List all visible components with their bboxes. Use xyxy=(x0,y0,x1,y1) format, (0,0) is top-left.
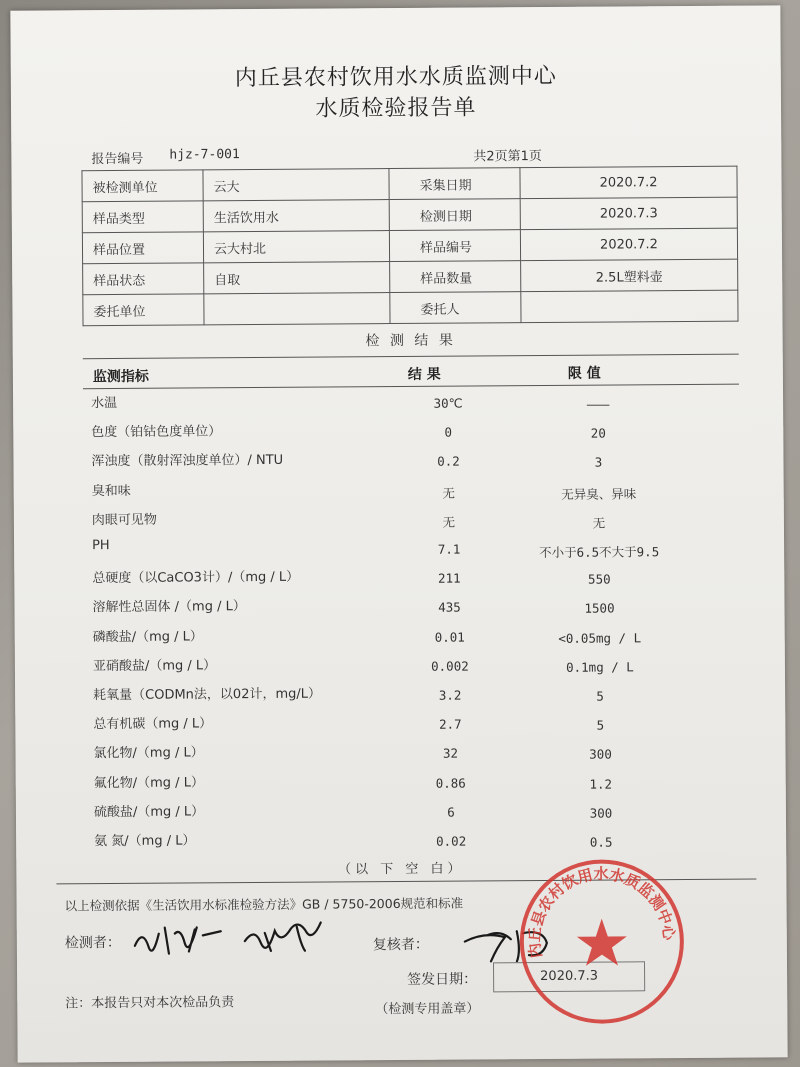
result-value: 0.02 xyxy=(436,833,467,849)
limit-value: 20 xyxy=(590,425,606,441)
result-value: 211 xyxy=(437,570,461,586)
report-paper xyxy=(10,5,787,1062)
issue-date: 2020.7.3 xyxy=(493,961,645,992)
limit-value: <0.05mg / L xyxy=(558,629,642,646)
info-value xyxy=(521,290,738,323)
limit-value: 1500 xyxy=(584,600,615,617)
result-value: 0 xyxy=(444,424,453,440)
indicator-name: 耗氧量（CODMn法，以02计，mg/L） xyxy=(93,686,322,704)
indicator-name: 硫酸盐/（mg / L） xyxy=(93,804,205,820)
blank-note: （以 下 空 白） xyxy=(338,861,465,878)
result-value: 0.01 xyxy=(434,629,465,645)
report-subtitle: 水质检验报告单 xyxy=(315,95,477,122)
result-value: 2.7 xyxy=(438,716,462,732)
info-value: 云大村北 xyxy=(203,231,389,263)
col-limit-header: 限 值 xyxy=(567,365,601,382)
limit-value: 3 xyxy=(594,454,603,471)
info-label: 采集日期 xyxy=(389,168,520,200)
result-value: 6 xyxy=(447,804,455,820)
result-value: 无 xyxy=(442,485,456,501)
info-value: 2020.7.2 xyxy=(520,228,737,261)
indicator-name: 浑浊度（散射浑浊度单位）/ NTU xyxy=(91,453,284,470)
limit-value: 无异臭、异味 xyxy=(561,485,637,502)
col-indicator-header: 监测指标 xyxy=(92,368,149,386)
info-value: 2020.7.2 xyxy=(520,166,737,199)
info-row xyxy=(83,259,738,295)
sample-info-table xyxy=(81,166,738,327)
result-value: 32 xyxy=(442,745,459,762)
result-value: 30℃ xyxy=(433,395,463,411)
indicator-name: 氨 氮/（mg / L） xyxy=(94,833,196,850)
info-label: 样品位置 xyxy=(82,232,203,264)
svg-text:内丘县农村饮用水水质监测中心: 内丘县农村饮用水水质监测中心 xyxy=(525,864,679,960)
inspector-signature xyxy=(125,914,345,964)
info-row xyxy=(82,228,737,264)
limit-value: 无 xyxy=(592,515,606,531)
info-label: 样品状态 xyxy=(83,263,204,295)
result-value: 435 xyxy=(438,599,461,616)
result-row xyxy=(16,825,786,859)
report-no-label: 报告编号 xyxy=(91,151,144,168)
page-info: 共2页第1页 xyxy=(473,148,542,165)
info-label: 检测日期 xyxy=(389,199,520,231)
indicator-name: 总硬度（以CaCO3计）/（mg / L） xyxy=(92,569,300,587)
report-title: 内丘县农村饮用水水质监测中心 xyxy=(234,63,557,92)
info-value: 自取 xyxy=(204,262,390,294)
results-caption: 检 测 结 果 xyxy=(83,328,739,360)
limit-value: 300 xyxy=(589,805,613,821)
report-no: hjz-7-001 xyxy=(169,147,240,163)
info-value: 2.5L塑料壶 xyxy=(521,259,738,292)
indicator-name: 溶解性总固体 /（mg / L） xyxy=(92,599,246,616)
info-label: 样品类型 xyxy=(82,201,203,233)
result-value: 无 xyxy=(442,514,456,530)
info-label: 被检测单位 xyxy=(82,170,203,202)
info-row xyxy=(82,197,737,233)
info-row xyxy=(83,290,738,326)
info-row xyxy=(82,166,737,202)
limit-value: 不小于6.5不大于9.5 xyxy=(539,544,660,561)
limit-value: 5 xyxy=(596,717,605,733)
indicator-name: 臭和味 xyxy=(91,483,131,499)
indicator-name: 磷酸盐/（mg / L） xyxy=(92,628,203,645)
indicator-name: 氟化物/（mg / L） xyxy=(93,774,204,791)
stamp-note: （检测专用盖章） xyxy=(375,1001,480,1018)
indicator-name: 色度（铂钴色度单位） xyxy=(91,424,222,441)
indicator-name: 亚硝酸盐/（mg / L） xyxy=(92,658,217,674)
col-result-header: 结 果 xyxy=(407,366,441,383)
info-label: 委托单位 xyxy=(83,294,204,326)
issue-date-label: 签发日期： xyxy=(407,971,478,988)
reviewer-label: 复核者： xyxy=(372,936,429,954)
limit-value: ——— xyxy=(586,396,610,412)
indicator-name: 水温 xyxy=(91,395,118,412)
info-label: 样品数量 xyxy=(390,261,521,293)
indicator-name: 肉眼可见物 xyxy=(91,512,157,528)
info-label: 样品编号 xyxy=(389,230,520,262)
official-seal xyxy=(516,856,687,1027)
result-value: 0.002 xyxy=(431,658,469,674)
basis-text: 以上检测依据《生活饮用水标准检验方法》GB / 5750-2006规范和标准 xyxy=(64,895,464,914)
info-value: 云大 xyxy=(203,169,389,201)
result-value: 0.86 xyxy=(435,775,466,791)
limit-value: 550 xyxy=(587,571,611,587)
result-value: 0.2 xyxy=(437,453,460,470)
limit-value: 5 xyxy=(596,688,604,704)
inspector-label: 检测者： xyxy=(64,934,121,952)
limit-value: 0.1mg / L xyxy=(566,659,634,675)
limit-value: 0.5 xyxy=(589,834,613,850)
info-label: 委托人 xyxy=(390,292,521,324)
indicator-name: 氯化物/（mg / L） xyxy=(93,745,204,762)
result-value: 3.2 xyxy=(438,687,462,703)
info-value: 生活饮用水 xyxy=(203,200,389,232)
indicator-name: PH xyxy=(92,538,110,554)
indicator-name: 总有机碳（mg / L） xyxy=(93,716,213,733)
footer-note: 注：本报告只对本次检品负责 xyxy=(65,995,235,1012)
info-value xyxy=(204,293,390,325)
limit-value: 1.2 xyxy=(589,776,613,792)
result-value: 7.1 xyxy=(437,541,461,557)
info-value: 2020.7.3 xyxy=(520,197,737,230)
limit-value: 300 xyxy=(589,746,612,763)
